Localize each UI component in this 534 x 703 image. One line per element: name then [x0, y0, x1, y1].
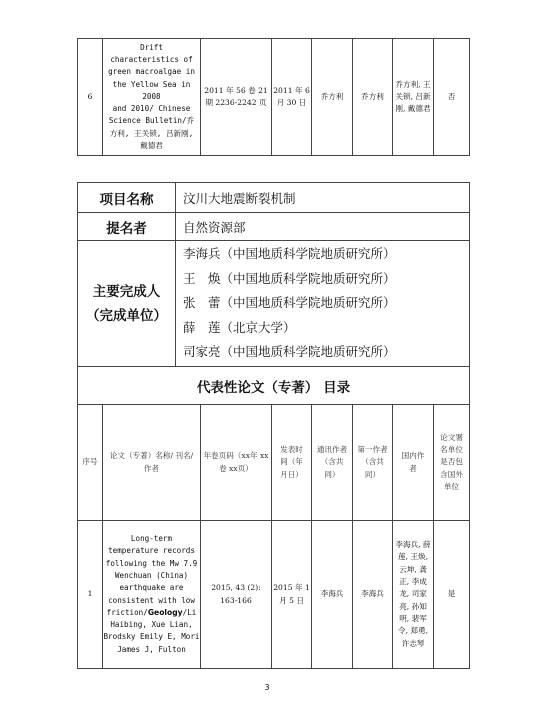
header-paper: 论文（专著）名称/ 刊名/作者: [103, 405, 201, 521]
paper-line: the Yellow Sea in 2008: [112, 79, 191, 101]
seq-cell: 1: [78, 521, 103, 669]
paper-cell: [103, 521, 201, 669]
paper-line: Drift: [140, 42, 163, 52]
corresponding-author-cell: 李海兵: [312, 521, 353, 669]
paper-line: characteristics of: [110, 54, 193, 64]
volume-cell: 2015, 43 (2): 163-166: [201, 521, 272, 669]
table-row: [78, 521, 470, 669]
contributor: 司家亮（中国地质科学院地质研究所）: [183, 344, 396, 360]
paper-line: James J, Fulton: [117, 644, 186, 654]
header-corresponding: 通讯作者（含共同）: [312, 405, 353, 521]
corresponding-author-cell: 乔方利: [312, 39, 353, 156]
domestic-authors-cell: 乔方利, 王关锁, 吕新刚, 戴德君: [393, 39, 434, 156]
header-first-author: 第一作者（含共同）: [353, 405, 393, 521]
domestic-authors-cell: 李海兵, 薛莲, 王焕, 云坤, 龚正, 李成龙, 司家亮, 孙知明, 裴军令, 郑勇, 许志琴: [393, 521, 434, 669]
paper-line: consistent with low: [108, 595, 195, 605]
table-row: [78, 39, 470, 156]
paper-cell: [103, 39, 201, 156]
contributor: 张 蕾（中国地质科学院地质研究所）: [183, 295, 396, 311]
paper-line: following the Mw 7.9: [105, 558, 198, 568]
paper-line: and 2010/ Chinese: [112, 104, 191, 114]
first-author-cell: 李海兵: [353, 521, 393, 669]
contributors-label-line: （完成单位）: [86, 307, 167, 324]
page-number: 3: [264, 683, 270, 692]
seq-cell: 6: [78, 39, 103, 156]
paper-text: /Li: [182, 607, 197, 617]
contributor: 王 焕（中国地质科学院地质研究所）: [183, 270, 396, 286]
paper-line: Haibing, Xue Lian,: [110, 620, 193, 630]
previous-paper-table: [77, 38, 470, 156]
contributor: 薛 莲（北京大学）: [183, 319, 296, 335]
contributors-label: [78, 241, 176, 367]
paper-line: Long-term: [130, 534, 173, 544]
paper-line: 戴德君: [140, 141, 163, 151]
paper-line: 方利, 王关锁, 吕新刚,: [109, 128, 194, 138]
foreign-cell: 否: [434, 39, 470, 156]
header-date: 发表时间（年月日）: [272, 405, 312, 521]
project-name-row: [78, 183, 470, 213]
nominator-label: 提名者: [78, 213, 176, 241]
paper-line: Science Bulletin/乔: [108, 116, 195, 126]
paper-line: Wenchuan (China): [114, 570, 189, 580]
date-cell: 2011 年 6 月 30 日: [272, 39, 312, 156]
nominator-value: 自然资源部: [176, 213, 470, 241]
journal-name: Geology: [147, 607, 183, 617]
nominator-row: [78, 213, 470, 241]
contributors-row: [78, 241, 470, 367]
papers-title-row: [78, 367, 470, 405]
project-table: [77, 182, 470, 669]
paper-line: earthquake are: [119, 583, 184, 593]
paper-line: temperature records: [108, 546, 195, 556]
contributors-list: [176, 241, 470, 367]
paper-text: friction/: [106, 607, 148, 617]
papers-header-row: [78, 405, 470, 521]
paper-line: green macroalgae in: [108, 67, 195, 77]
header-foreign: 论文署名单位是否包含国外单位: [434, 405, 470, 521]
paper-line: [103, 607, 200, 619]
contributor: 李海兵（中国地质科学院地质研究所）: [183, 246, 396, 262]
header-seq: 序号: [78, 405, 103, 521]
header-volume: 年卷页码（xx年 xx 卷 xx页）: [201, 405, 272, 521]
foreign-cell: 是: [434, 521, 470, 669]
header-domestic: 国内作者: [393, 405, 434, 521]
volume-cell: 2011 年 56 卷 21 期 2236-2242 页: [201, 39, 272, 156]
papers-title: 代表性论文（专著） 目录: [78, 367, 470, 405]
first-author-cell: 乔方利: [353, 39, 393, 156]
date-cell: 2015 年 1 月 5 日: [272, 521, 312, 669]
contributors-label-line: 主要完成人: [92, 283, 161, 300]
project-name-label: 项目名称: [78, 183, 176, 213]
project-name-value: 汶川大地震断裂机制: [176, 183, 470, 213]
paper-line: Brodsky Emily E, Mori: [103, 632, 200, 642]
